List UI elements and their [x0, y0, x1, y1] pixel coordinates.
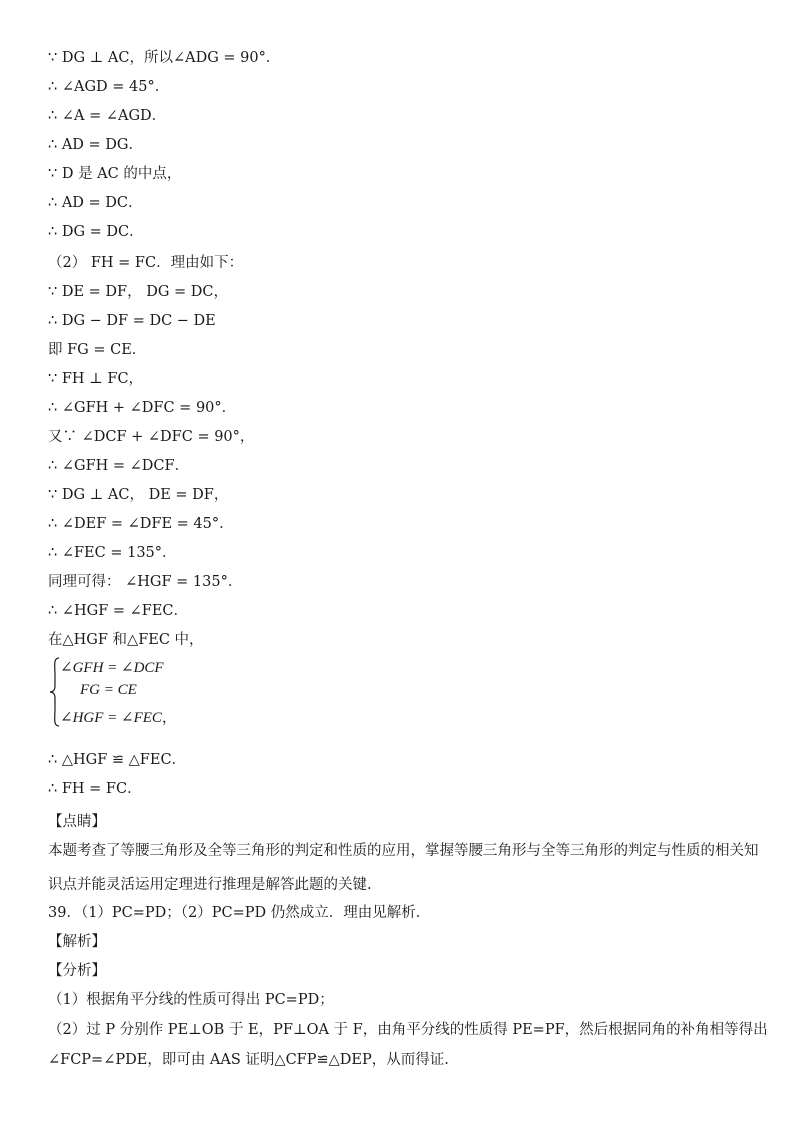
analysis-step-2-cont: ∠FCP=∠PDE，即可由 AAS 证明△CFP≌△DEP，从而得证. — [48, 1052, 449, 1068]
proof-line: 同理可得： ∠HGF = 135°． — [48, 574, 243, 590]
proof-line: 即 FG = CE． — [48, 342, 147, 358]
system-trail: ， — [161, 710, 177, 726]
fenxi-heading: 【分析】 — [48, 963, 106, 979]
analysis-step-1: （1）根据角平分线的性质可得出 PC=PD； — [48, 992, 334, 1008]
analysis-step-2: （2）过 P 分别作 PE⊥OB 于 E，PF⊥OA 于 F，由角平分线的性质得 PE=PF，然后根据同角的补角相等得出 — [48, 1022, 768, 1038]
comment-heading: 【点睛】 — [48, 814, 106, 830]
system-row-text: ∠HGF = ∠FEC — [60, 710, 162, 726]
proof-line: ∴ ∠AGD = 45°． — [48, 79, 170, 95]
proof-line: ∴ ∠HGF = ∠FEC． — [48, 603, 189, 619]
equation-system — [48, 656, 248, 728]
analysis-heading: 【解析】 — [48, 934, 106, 950]
proof-line: ∵ DG ⊥ AC，所以∠ADG = 90°． — [48, 50, 281, 66]
question-39-answer: 39．（1）PC=PD；（2）PC=PD 仍然成立．理由见解析． — [48, 905, 431, 921]
system-row — [60, 706, 177, 727]
system-row: ∠GFH = ∠DCF — [60, 660, 164, 676]
proof-line: ∴ DG = DC． — [48, 224, 144, 240]
proof-line: ∴ ∠DEF = ∠DFE = 45°． — [48, 516, 234, 532]
proof-line: 在△HGF 和△FEC 中， — [48, 632, 204, 648]
proof-line: ∴ ∠A = ∠AGD． — [48, 108, 167, 124]
proof-line: ∴ FH = FC． — [48, 781, 142, 797]
proof-line: ∴ AD = DG． — [48, 137, 144, 153]
proof-line: ∴ △HGF ≌ △FEC． — [48, 752, 187, 768]
system-row: FG = CE — [80, 682, 137, 698]
proof-line: ∵ FH ⊥ FC， — [48, 371, 144, 387]
proof-line: ∴ ∠GFH = ∠DCF． — [48, 458, 190, 474]
proof-line: ∴ ∠GFH + ∠DFC = 90°． — [48, 400, 237, 416]
proof-line: ∵ DE = DF， DG = DC， — [48, 284, 229, 300]
comment-text: 本题考查了等腰三角形及全等三角形的判定和性质的应用，掌握等腰三角形与全等三角形的判定与性质的相关知识点并能灵活运用定理进行推理是解答此题的关键. — [48, 843, 759, 893]
proof-line: ∵ D 是 AC 的中点， — [48, 166, 182, 182]
proof-line: ∴ DG − DF = DC − DE — [48, 313, 216, 329]
part-2-heading: （2） FH = FC．理由如下： — [48, 255, 244, 271]
proof-line: 又∵ ∠DCF + ∠DFC = 90°， — [48, 429, 255, 445]
proof-line: ∵ DG ⊥ AC， DE = DF， — [48, 487, 229, 503]
proof-line: ∴ ∠FEC = 135°． — [48, 545, 177, 561]
proof-line: ∴ AD = DC． — [48, 195, 143, 211]
